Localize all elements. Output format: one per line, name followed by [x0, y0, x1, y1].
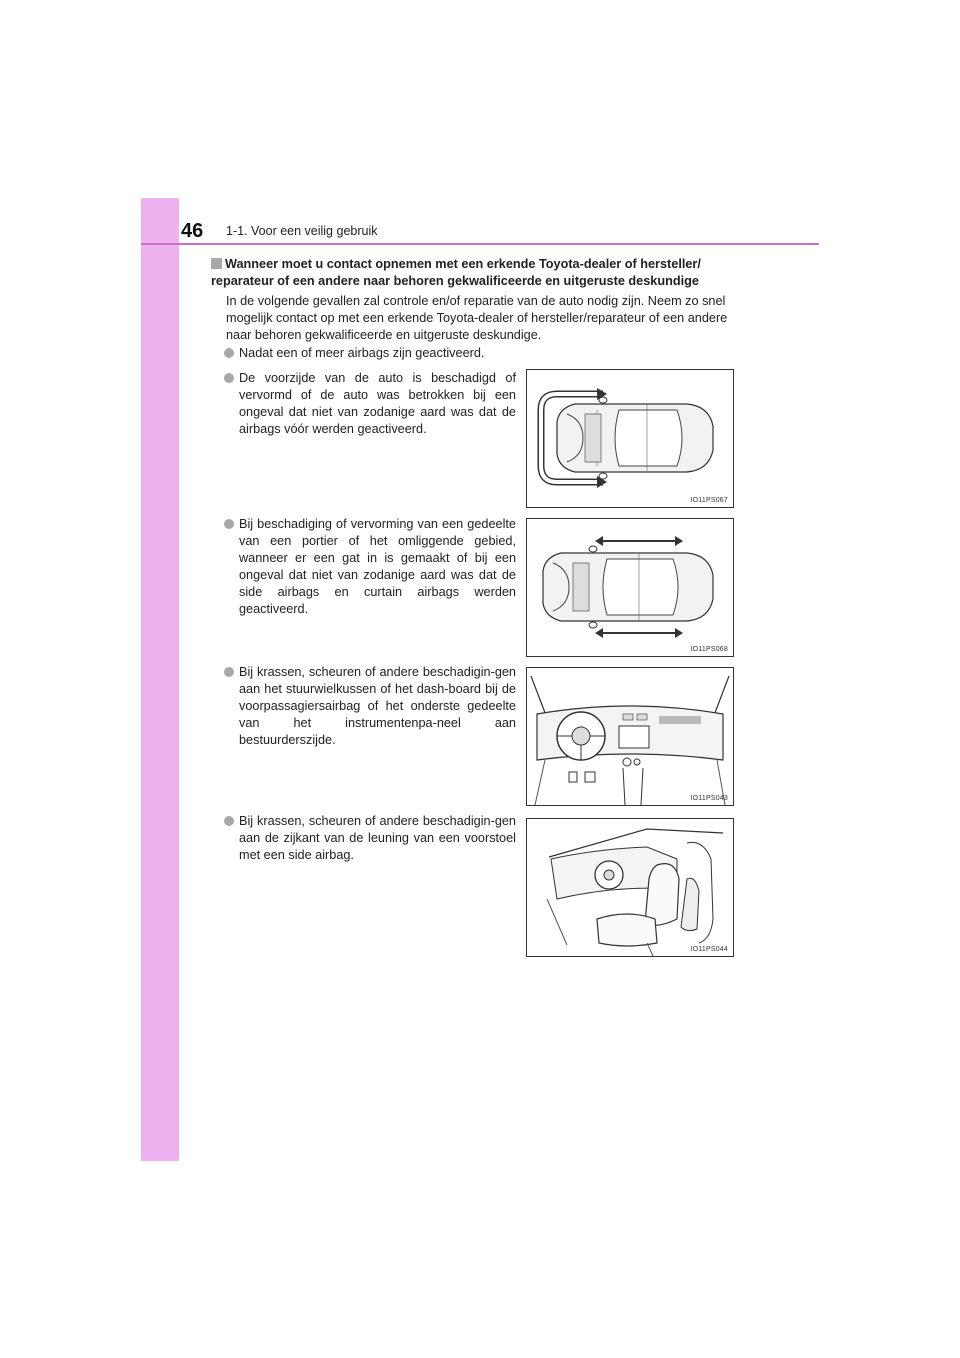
- page-number: 46: [181, 220, 204, 242]
- figure-code: IO11PS067: [690, 497, 728, 504]
- bullet-text: Nadat een of meer airbags zijn geactiveerd.: [239, 346, 485, 360]
- bullet-item: [224, 345, 524, 362]
- bullet-item: [224, 370, 516, 438]
- car-front-damage-illustration: [527, 370, 733, 507]
- front-seat-side-airbag-illustration: [527, 819, 733, 956]
- header-rule: [141, 243, 819, 245]
- dashboard-airbag-illustration: [527, 668, 733, 805]
- figure-side-damage: [526, 518, 734, 657]
- bullet-text: Bij krassen, scheuren of andere beschadigin-gen aan de zijkant van de leuning van een voorstoel met een side airbag.: [239, 814, 516, 862]
- subsection-heading: [211, 256, 747, 290]
- bullet-dot-icon: [224, 373, 234, 383]
- chapter-tab-bar: [141, 198, 179, 1161]
- bullet-dot-icon: [224, 667, 234, 677]
- figure-front-seat: [526, 818, 734, 957]
- square-bullet-icon: [211, 258, 222, 269]
- intro-paragraph: In de volgende gevallen zal controle en/of reparatie van de auto nodig zijn. Neem zo snel mogelijk contact op met een erkende Toyota-dealer of hersteller/reparateur of een andere naar behoren gekwalificeerde en uitgeruste deskundige.: [226, 294, 728, 342]
- section-title: 1-1. Voor een veilig gebruik: [226, 224, 378, 238]
- figure-dashboard: [526, 667, 734, 806]
- bullet-dot-icon: [224, 348, 234, 358]
- subsection-heading-text: Wanneer moet u contact opnemen met een erkende Toyota-dealer of hersteller/ reparateur of een andere naar behoren gekwalificeerde en uitgeruste deskundige: [211, 257, 701, 288]
- bullet-item: [224, 516, 516, 618]
- figure-code: IO11PS068: [690, 646, 728, 653]
- bullet-item: [224, 664, 516, 749]
- figure-front-damage: [526, 369, 734, 508]
- car-side-damage-illustration: [527, 519, 733, 656]
- bullet-text: Bij beschadiging of vervorming van een gedeelte van een portier of het omliggende gebied, wanneer er een gat in is gemaakt of bij een ongeval dat niet van zodanige aard was dat de side airbags en curtain airbags werden geactiveerd.: [239, 517, 516, 616]
- figure-code: IO11PS044: [690, 946, 728, 953]
- bullet-dot-icon: [224, 519, 234, 529]
- figure-code: IO11PS043: [690, 795, 728, 802]
- bullet-item: [224, 813, 516, 864]
- bullet-text: Bij krassen, scheuren of andere beschadigin-gen aan het stuurwielkussen of het dash-board bij de voorpassagiersairbag of het onderste gedeelte van het instrumentenpa-neel aan bestuurderszijde.: [239, 665, 516, 747]
- bullet-dot-icon: [224, 816, 234, 826]
- bullet-text: De voorzijde van de auto is beschadigd of vervormd of de auto was betrokken bij een ongeval dat niet van zodanige aard was dat de airbags vóór werden geactiveerd.: [239, 371, 516, 436]
